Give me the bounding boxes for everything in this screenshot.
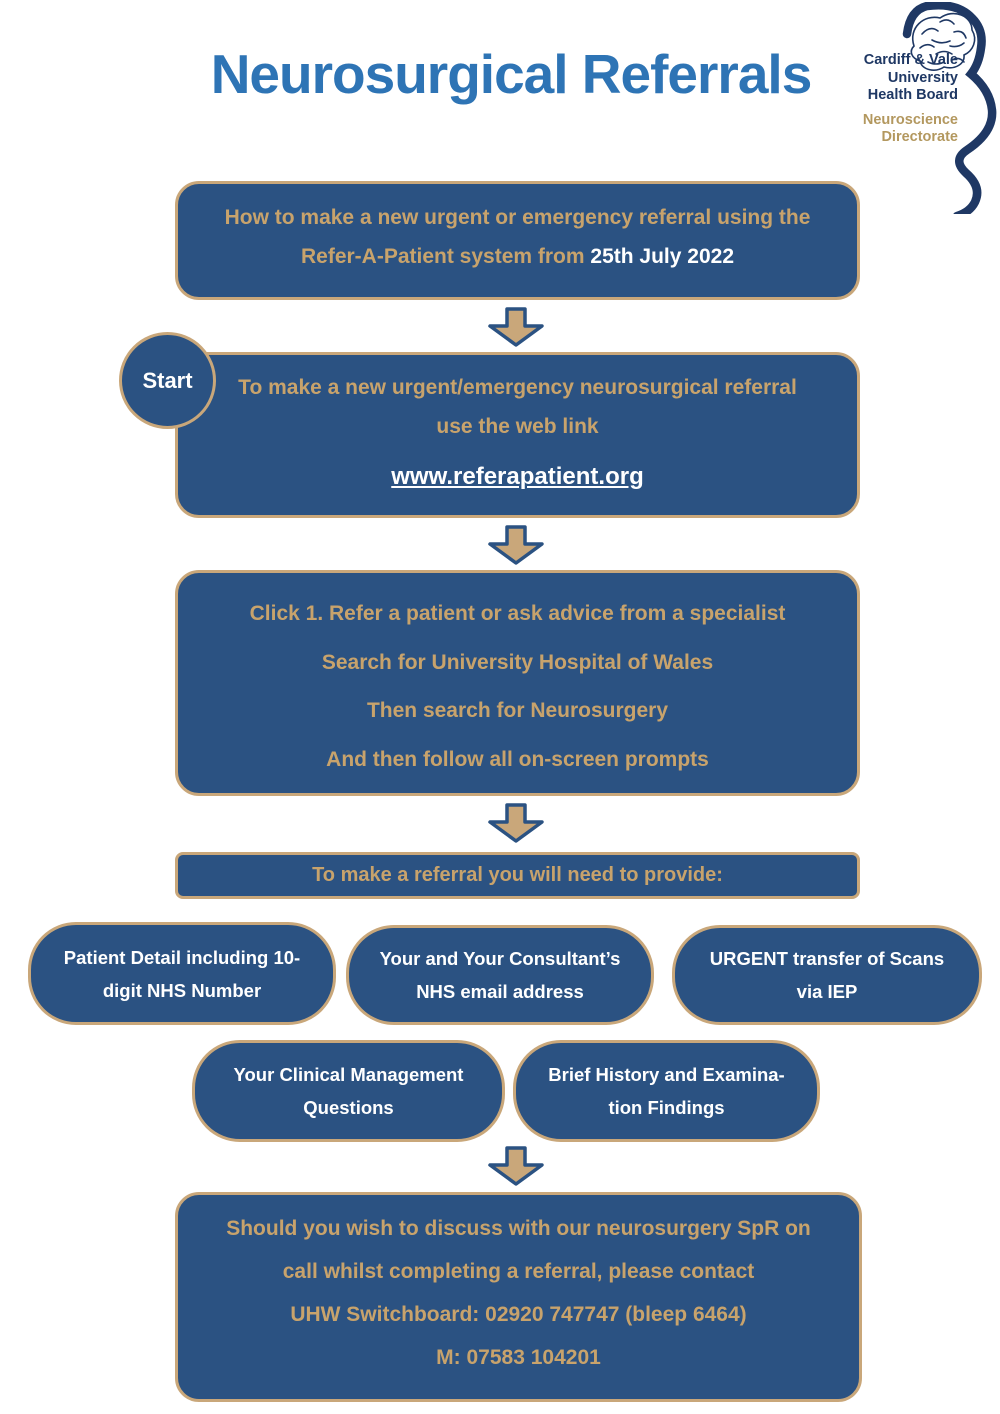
requirement-pill-scans-iep: URGENT transfer of Scans via IEP <box>672 925 982 1025</box>
step-line-4: And then follow all on-screen prompts <box>326 747 709 771</box>
intro-line-1: How to make a new urgent or emergency referral using the <box>224 206 811 229</box>
down-arrow-icon <box>484 524 548 566</box>
contact-box <box>175 1192 862 1402</box>
start-line-1: To make a new urgent/emergency neurosurgical referral <box>238 376 797 399</box>
steps-box <box>175 570 860 796</box>
logo-text <box>832 52 958 147</box>
provide-bar: To make a referral you will need to provide: <box>175 852 860 899</box>
referapatient-link[interactable]: www.referapatient.org <box>391 463 644 490</box>
requirement-pill-history-findings: Brief History and Examina- tion Findings <box>513 1040 820 1142</box>
health-board-logo <box>832 2 998 214</box>
requirement-pill-nhs-number: Patient Detail including 10- digit NHS Number <box>28 922 336 1025</box>
intro-line-2: Refer-A-Patient system from 25th July 2022 <box>300 245 734 268</box>
step-line-1: Click 1. Refer a patient or ask advice from a specialist <box>249 602 786 625</box>
step-line-3: Then search for Neurosurgery <box>366 699 669 722</box>
switchboard-number: UHW Switchboard: 02920 747747 (bleep 6464) <box>290 1303 747 1326</box>
down-arrow-icon <box>484 1145 548 1187</box>
down-arrow-icon <box>484 306 548 348</box>
start-badge: Start <box>119 332 216 429</box>
step-line-2: Search for University Hospital of Wales <box>321 650 714 674</box>
start-box <box>175 352 860 518</box>
start-line-2: use the web link <box>436 415 599 438</box>
page-title: Neurosurgical Referrals <box>210 43 812 105</box>
logo-directorate-name: Neuroscience Directorate <box>862 111 958 145</box>
mobile-number: M: 07583 104201 <box>436 1346 601 1369</box>
logo-org-name: Cardiff & Vale University Health Board <box>863 52 958 103</box>
requirement-pill-clinical-questions: Your Clinical Management Questions <box>192 1040 505 1142</box>
requirement-pill-email: Your and Your Consultant’s NHS email address <box>346 925 654 1025</box>
down-arrow-icon <box>484 802 548 844</box>
start-date: 25th July 2022 <box>590 245 734 268</box>
contact-line-2: call whilst completing a referral, please contact <box>282 1260 755 1283</box>
intro-box <box>175 181 860 300</box>
contact-line-1: Should you wish to discuss with our neurosurgery SpR on <box>226 1217 811 1240</box>
